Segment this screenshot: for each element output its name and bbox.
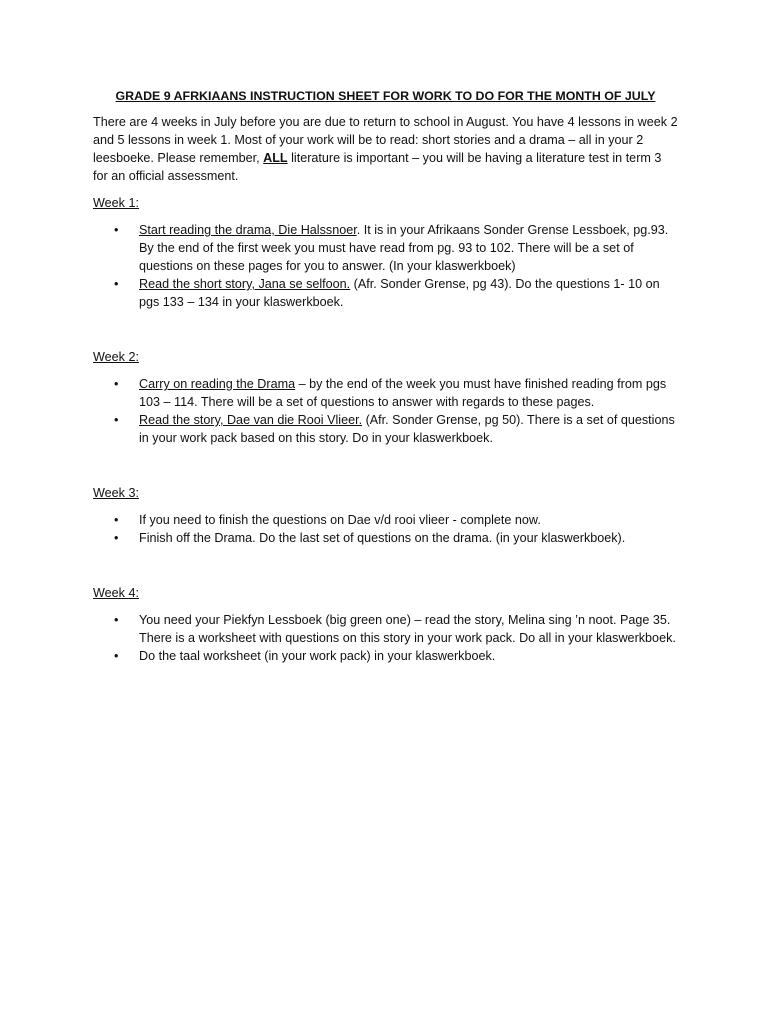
task-underlined-text: Read the short story, Jana se selfoon. (139, 277, 351, 291)
task-text: . It is in your Afrikaans Sonder Grense Lessboek, pg.93. By the end of the first week you must have read from pg. 93 to 102. There will be a set of questions on these pages for you to answer. (In your klaswerkboek) (139, 223, 669, 273)
task-underlined-text: Read the story, Dae van die Rooi Vlieer. (139, 413, 363, 427)
week-1-heading: Week 1: (93, 196, 139, 210)
intro-paragraph (93, 113, 678, 185)
week-1-task-1 (93, 221, 678, 275)
week-2-task-1 (93, 375, 678, 411)
task-text: – by the end of the week you must have finished reading from pgs 103 – 114. There will be a set of questions to answer with regards to these pages. (139, 377, 667, 409)
week-2-task-2 (93, 411, 678, 447)
bullet-icon: • (114, 413, 119, 427)
week-3-task-1 (93, 511, 678, 529)
intro-text-before: There are 4 weeks in July before you are due to return to school in August. You have 4 lessons in week 2 and 5 lessons in week 1. Most of your work will be to read: short stories and a drama – all in your 2 leesboeke. Please remember, (93, 115, 678, 165)
week-4-task-list (93, 611, 678, 665)
week-2-heading: Week 2: (93, 350, 139, 364)
bullet-icon: • (114, 513, 119, 527)
task-underlined-text: Carry on reading the Drama (139, 377, 296, 391)
task-text: Finish off the Drama. Do the last set of questions on the drama. (in your klaswerkboek). (139, 531, 626, 545)
task-text: If you need to finish the questions on Dae v/d rooi vlieer - complete now. (139, 513, 541, 527)
bullet-icon: • (114, 377, 119, 391)
week-4-heading: Week 4: (93, 586, 139, 600)
bullet-icon: • (114, 277, 119, 291)
task-text: Do the taal worksheet (in your work pack) in your klaswerkboek. (139, 649, 496, 663)
week-3-task-2 (93, 529, 678, 547)
week-3-heading: Week 3: (93, 486, 139, 500)
week-3-task-list (93, 511, 678, 547)
bullet-icon: • (114, 613, 119, 627)
document-body (93, 87, 678, 665)
task-underlined-text: Start reading the drama, Die Halssnoer (139, 223, 357, 237)
task-text: You need your Piekfyn Lessboek (big green one) – read the story, Melina sing ’n noot. Page 35. There is a worksheet with questions on this story in your work pack. Do all in your klaswerkboek. (139, 613, 676, 645)
week-1-task-list (93, 221, 678, 311)
document-title: GRADE 9 AFRKIAANS INSTRUCTION SHEET FOR WORK TO DO FOR THE MONTH OF JULY (115, 89, 656, 103)
bullet-icon: • (114, 531, 119, 545)
bullet-icon: • (114, 223, 119, 237)
task-text: (Afr. Sonder Grense, pg 50). There is a set of questions in your work pack based on this story. Do in your klaswerkboek. (139, 413, 675, 445)
task-text: (Afr. Sonder Grense, pg 43). Do the questions 1- 10 on pgs 133 – 134 in your klaswerkboek. (139, 277, 660, 309)
week-1-task-2 (93, 275, 678, 311)
week-4-task-2 (93, 647, 678, 665)
intro-text-after: literature is important – you will be having a literature test in term 3 for an official assessment. (93, 151, 662, 183)
bullet-icon: • (114, 649, 119, 663)
week-4-task-1 (93, 611, 678, 647)
week-2-task-list (93, 375, 678, 447)
intro-emphasis: ALL (263, 151, 288, 165)
